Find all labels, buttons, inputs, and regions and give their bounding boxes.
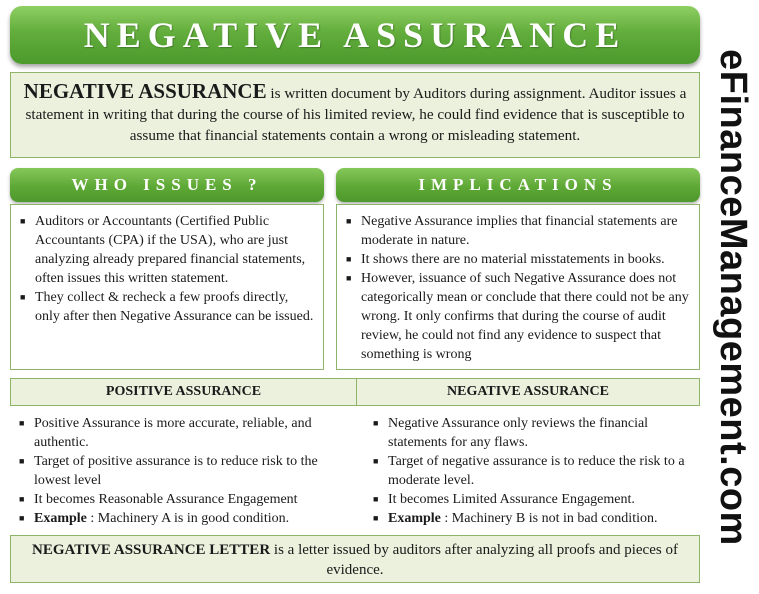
list-item-text: Target of negative assurance is to reduce the risk to a moderate level. [388,454,685,488]
implications-heading: IMPLICATIONS [418,175,618,194]
bullet-icon: ■ [373,456,379,466]
bullet-icon: ■ [346,273,352,283]
list-item-text: Negative Assurance only reviews the financial statements for any flaws. [388,416,649,450]
list-item [11,288,315,326]
list-item [364,509,692,528]
bullet-icon: ■ [373,418,379,428]
list-item [364,490,692,509]
bullet-icon: ■ [373,494,379,504]
letter-text: is a letter issued by auditors after analyzing all proofs and pieces of evidence. [270,542,678,578]
implications-box [336,204,700,370]
definition-text: is written document by Auditors during assignment. Auditor issues a statement in writing that during the course of his limited review, he could find evidence that is susceptible to assume that financial statements contain a wrong or misleading statement. [25,85,687,144]
list-item-text: Positive Assurance is more accurate, reliable, and authentic. [34,416,312,450]
list-item [10,509,349,528]
example-text: : Machinery B is not in bad condition. [440,511,658,526]
who-issues-heading: WHO ISSUES ? [71,175,263,194]
implications-list [337,212,691,364]
list-item [364,452,692,490]
negative-assurance-box [356,410,700,530]
bullet-icon: ■ [346,254,352,264]
bullet-icon: ■ [20,216,26,226]
list-item [337,269,691,364]
bullet-icon: ■ [346,216,352,226]
list-item-text: Target of positive assurance is to reduce risk to the lowest level [34,454,318,488]
who-issues-header [10,168,324,202]
example-text: : Machinery A is in good condition. [86,511,290,526]
positive-assurance-heading: POSITIVE ASSURANCE [105,384,262,399]
bullet-icon: ■ [373,513,379,523]
example-label: Example [34,511,87,526]
list-item [337,250,691,269]
bullet-icon: ■ [19,513,25,523]
list-item-text: However, issuance of such Negative Assurance does not categorically mean or conclude that there could not be any wrong. It only confirms that during the course of audit review, he could not find any evidence to suspect that something is wrong [361,271,689,362]
list-item-text: Negative Assurance implies that financial statements are moderate in nature. [361,214,678,248]
positive-assurance-list [10,414,349,528]
definition-term: NEGATIVE ASSURANCE [23,79,267,103]
list-item-text: They collect & recheck a few proofs directly, only after then Negative Assurance can be issued. [35,290,314,324]
page-title: NEGATIVE ASSURANCE [83,15,627,55]
bullet-icon: ■ [20,292,26,302]
list-item [10,414,349,452]
list-item-text: It shows there are no material misstatements in books. [361,252,665,267]
definition-box [10,72,700,158]
list-item [10,490,349,509]
list-item [364,414,692,452]
brand-watermark [706,0,759,594]
title-banner [10,6,700,64]
list-item [11,212,315,288]
list-item [10,452,349,490]
letter-definition-box [10,535,700,583]
bullet-icon: ■ [19,418,25,428]
list-item-text: It becomes Limited Assurance Engagement. [388,492,635,507]
list-item-text: Auditors or Accountants (Certified Public Accountants (CPA) if the USA), who are just analyzing already prepared financial statements, often issues this written statement. [35,214,306,286]
negative-assurance-list [364,414,692,528]
bullet-icon: ■ [19,494,25,504]
negative-assurance-header [356,378,700,406]
list-item-text: It becomes Reasonable Assurance Engagement [34,492,298,507]
example-label: Example [388,511,441,526]
implications-header [336,168,700,202]
positive-assurance-header [10,378,357,406]
letter-term: NEGATIVE ASSURANCE LETTER [32,542,271,558]
who-issues-box [10,204,324,370]
who-issues-list [11,212,315,326]
positive-assurance-box [10,410,357,530]
negative-assurance-heading: NEGATIVE ASSURANCE [447,384,609,399]
list-item [337,212,691,250]
bullet-icon: ■ [19,456,25,466]
brand-name: eFinanceManagement.com [712,48,754,546]
